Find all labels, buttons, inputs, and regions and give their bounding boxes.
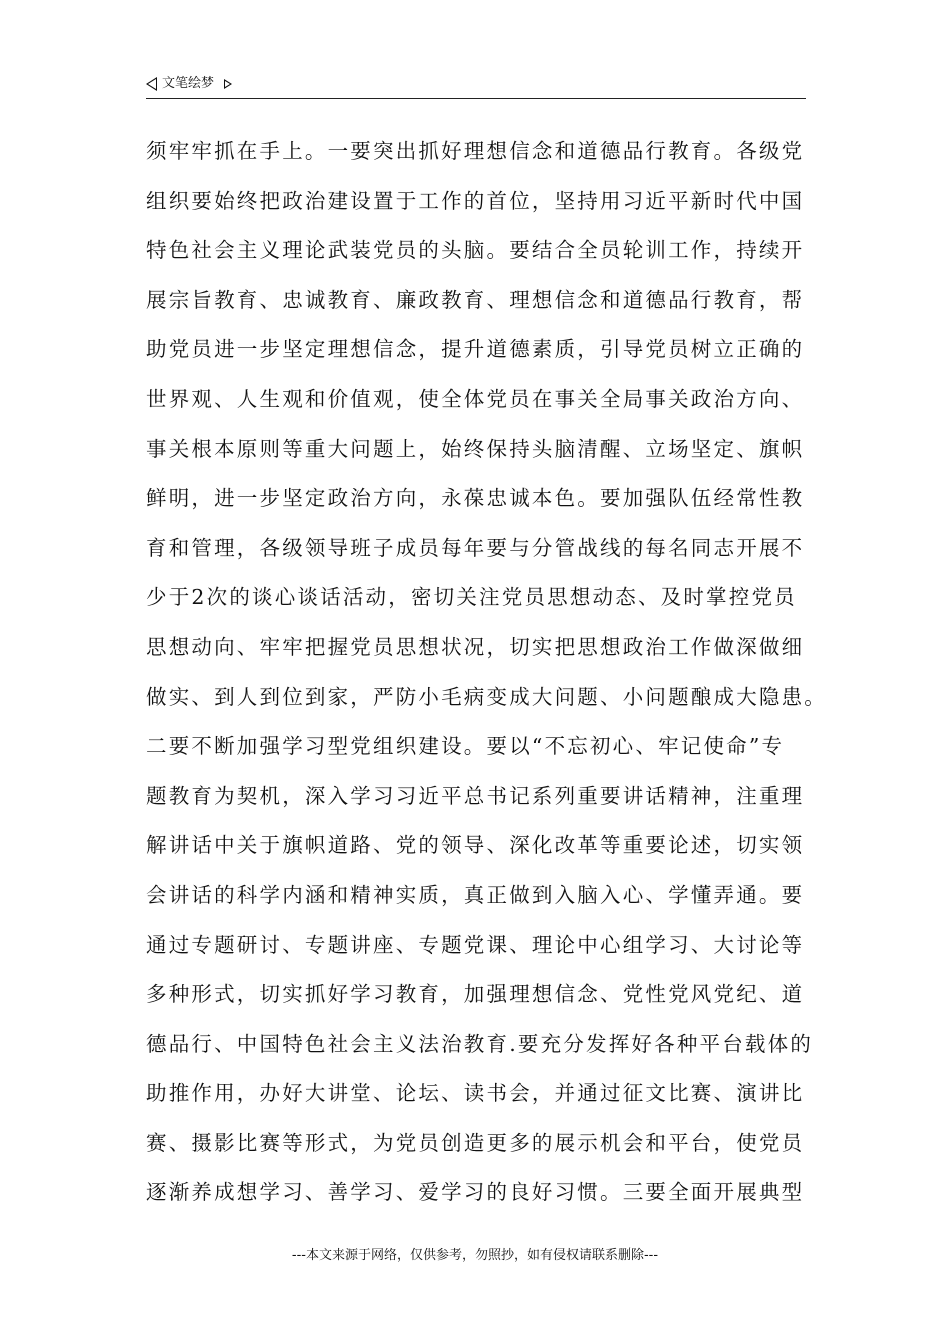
text-line: 逐渐养成想学习、善学习、爱学习的良好习惯。三要全面开展典型	[146, 1180, 805, 1205]
text-line: 展宗旨教育、忠诚教育、廉政教育、理想信念和道德品行教育，帮	[146, 287, 805, 312]
text-line: 须牢牢抓在手上。一要突出抓好理想信念和道德品行教育。各级党	[146, 139, 805, 163]
triangle-right-icon	[224, 79, 232, 89]
text-line: 会讲话的科学内涵和精神实质，真正做到入脑入心、学懂弄通。要	[146, 882, 805, 907]
text-line: 德品行、中国特色社会主义法治教育.要充分发挥好各种平台载体的	[146, 1031, 814, 1056]
text-line: 多种形式，切实抓好学习教育，加强理想信念、党性党风党纪、道	[146, 982, 805, 1007]
text-line: 二要不断加强学习型党组织建设。要以“不忘初心、牢记使命”专	[146, 734, 785, 759]
triangle-left-icon	[146, 77, 157, 91]
page-footer: ---本文来源于网络，仅供参考，勿照抄，如有侵权请联系删除---	[291, 1248, 659, 1263]
text-line: 事关根本原则等重大问题上，始终保持头脑清醒、立场坚定、旗帜	[146, 436, 805, 461]
header-title: 文笔绘梦	[162, 76, 215, 91]
text-line: 通过专题研讨、专题讲座、专题党课、理论中心组学习、大讨论等	[146, 932, 805, 957]
text-line: 少于2次的谈心谈话活动，密切关注党员思想动态、及时掌控党员	[146, 585, 797, 610]
text-line: 助推作用，办好大讲堂、论坛、读书会，并通过征文比赛、演讲比	[146, 1081, 805, 1106]
text-line: 赛、摄影比赛等形式，为党员创造更多的展示机会和平台，使党员	[146, 1130, 805, 1155]
text-line: 思想动向、牢牢把握党员思想状况，切实把思想政治工作做深做细	[146, 634, 805, 659]
text-line: 组织要始终把政治建设置于工作的首位，坚持用习近平新时代中国	[146, 188, 805, 213]
text-line: 世界观、人生观和价值观，使全体党员在事关全局事关政治方向、	[146, 386, 805, 411]
text-line: 育和管理，各级领导班子成员每年要与分管战线的每名同志开展不	[146, 535, 805, 560]
text-line: 助党员进一步坚定理想信念，提升道德素质，引导党员树立正确的	[146, 337, 805, 362]
header-brand	[146, 76, 232, 92]
text-line: 做实、到人到位到家，严防小毛病变成大问题、小问题酿成大隐患。	[146, 684, 827, 709]
text-line: 鲜明，进一步坚定政治方向，永葆忠诚本色。要加强队伍经常性教	[146, 486, 805, 511]
text-line: 解讲话中关于旗帜道路、党的领导、深化改革等重要论述，切实领	[146, 833, 805, 858]
document-body	[146, 131, 827, 1222]
page-header	[146, 74, 806, 99]
text-line: 题教育为契机，深入学习习近平总书记系列重要讲话精神，注重理	[146, 783, 805, 808]
text-line: 特色社会主义理论武装党员的头脑。要结合全员轮训工作，持续开	[146, 238, 805, 263]
